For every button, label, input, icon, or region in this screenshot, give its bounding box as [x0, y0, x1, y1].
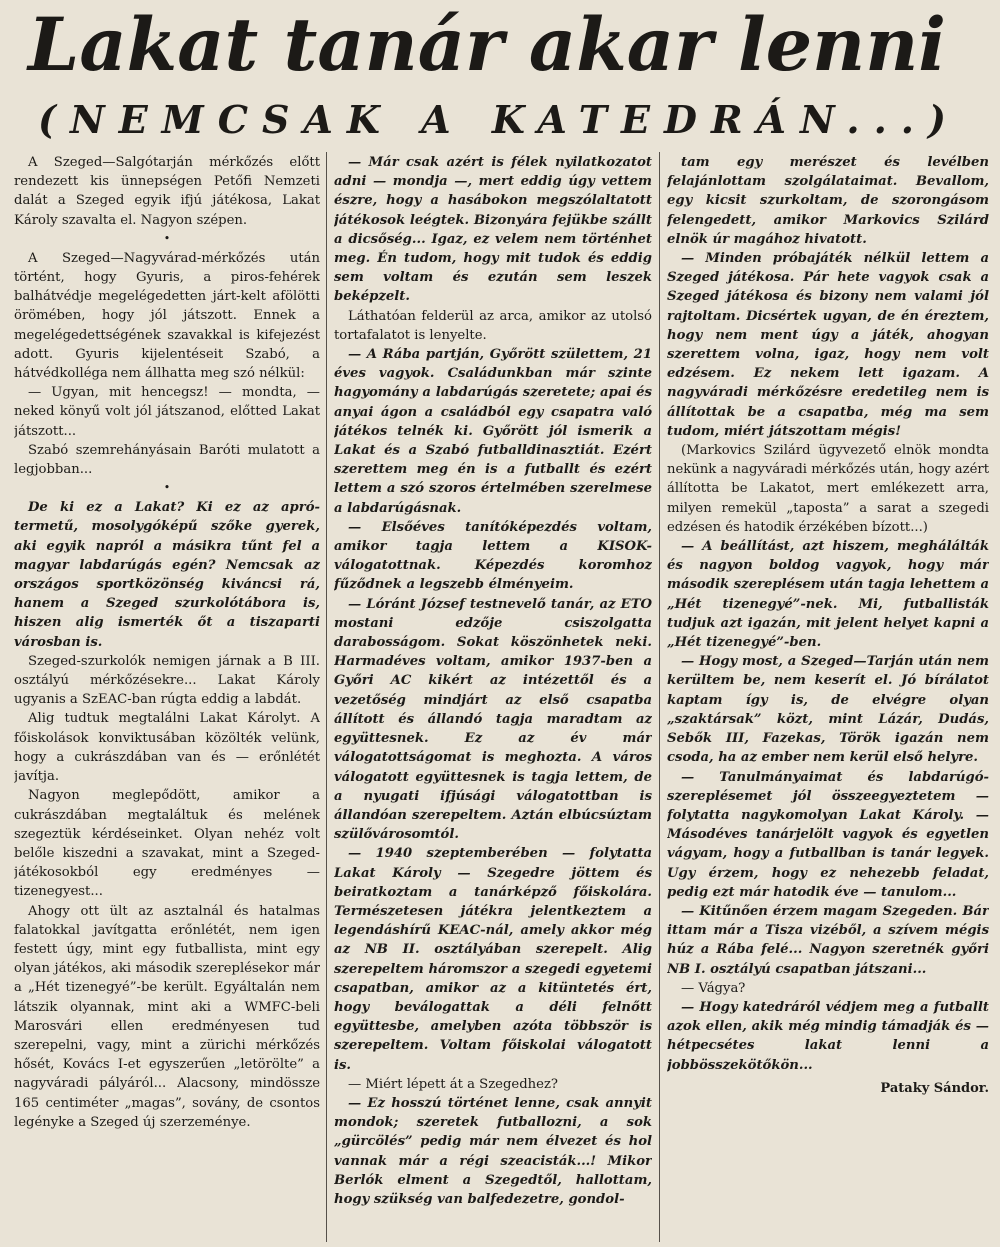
section-separator: • [163, 231, 171, 245]
article-paragraph: Szeged-szurkolók nemigen járnak a B III. osztályú mérkőzésekre... Lakat Károly ugyanis a SzEAC-ban rúgta eddig a labdát. [14, 653, 320, 708]
article-paragraph: — Már csak azért is félek nyilatkozatot adni — mondja —, mert eddig úgy vettem észre, hogy a hasábokon megszólaltatott játékosok leégtek. Bizonyára fejükbe szállt a dicsőség... Igaz, ez velem nem történhet meg. Én tudom, hogy mit tudok és eddig sem voltam és ezután sem leszek beképzelt. [334, 155, 652, 305]
article-paragraph: — Ez hosszú történet lenne, csak annyit mondok; szeretek futballozni, a sok „gürcölés” pedig már nem élvezet és hol vannak már a régi szeacisták...! Mikor Berlók elment a Szegedtől, hallottam, hogy szükség van balfedezetre, gondol- [334, 1095, 652, 1207]
article-paragraph: A Szeged—Nagyvárad-mérkőzés után történt, hogy Gyuris, a piros-fehérek balhátvédje megelégedetten járt-kelt afölötti örömében, hogy jól játszott. Ennek a megelégedettségének szavakkal is kifejezést adott. Gyuris kijelentéseit Szabó, a hátvédkolléga nem állhatta meg szó nélkül: [14, 250, 320, 382]
article-column-2 [334, 153, 652, 1233]
article-paragraph: Láthatóan felderül az arca, amikor az utolsó tortafalatot is lenyelte. [334, 308, 652, 343]
article-paragraph: — Hogy most, a Szeged—Tarján után nem kerültem be, nem keserít el. Jó bírálatot kaptam így is, de elvégre olyan „szaktársak” közt, mint Lázár, Dudás, Sebők III, Fazekas, Török igazán nem csoda, ha az ember nem kerül első helyre. [667, 654, 989, 766]
article-paragraph: — Kitűnően érzem magam Szegeden. Bár ittam már a Tisza vizéből, a szívem mégis húz a Rába felé... Nagyon szeretnék győri NB I. osztályú csapatban játszani... [667, 903, 989, 977]
article-subheadline: (NEMCSAK A KATEDRÁN...) [38, 97, 961, 142]
article-headline: Lakat tanár akar lenni [28, 2, 947, 88]
article-paragraph: — A Rába partján, Győrött születtem, 21 éves vagyok. Családunkban már szinte hagyomány a labdarúgás szeretete; apai és anyai ágon a családból egy csapatra való játékos telnék ki. Győrött jól ismerik a Lakat és a Szabó futballdinasztiát. Ezért szerettem meg én is a futballt és ezért lettem a szó szoros értelmében szerelmese a labdarúgásnak. [334, 347, 652, 516]
article-paragraph: — Lóránt József testnevelő tanár, az ETO mostani edzője csiszolgatta darabosságom. Sokat köszönhetek neki. Harmadéves voltam, amikor 1937-ben a Győri AC kikért az intézettől és a vezetőség mindjárt az első csapatba állított és állandó tagja maradtam az együttesnek. Ez az év már válogatottságomat is meghozta. A város válogatott együttesnek is tagja lettem, de a nyugati ifjúsági válogatottban is állandóan szerepeltem. Aztán elbúcsúztam szülővárosomtól. [334, 596, 652, 843]
article-paragraph: — Hogy katedráról védjem meg a futballt azok ellen, akik még mindig támadják és — hétpecsétes lakat lenni a jobbösszekötőkön... [667, 999, 989, 1073]
article-paragraph: — Elsőéves tanítóképezdés voltam, amikor tagja lettem a KISOK-válogatottnak. Képezdés koromhoz fűződnek a legszebb élményeim. [334, 519, 652, 593]
column-divider [659, 152, 660, 1242]
article-paragraph: — Minden próbajáték nélkül lettem a Szeged játékosa. Pár hete vagyok csak a Szeged játékosa és bizony nem valami jól rajtoltam. Dicsértek ugyan, de én éreztem, hogy nem ment úgy a játék, ahogyan szerettem volna, igaz, hogy nem volt edzésem. Ez nekem lett igazam. A nagyváradi mérkőzésre eredetileg nem is állítottak be a csapatba, még ma sem tudom, miért játszottam mégis! [667, 251, 989, 439]
article-paragraph: — A beállítást, azt hiszem, meghálálták és nagyon boldog vagyok, hogy már második szereplésem után tagja lehettem a „Hét tizenegyé”-nek. Mi, futballisták tudjuk azt igazán, mit jelent helyet kapni a „Hét tizenegyé”-ben. [667, 539, 989, 651]
article-column-3 [667, 153, 989, 1233]
article-paragraph: Ahogy ott ült az asztalnál és hatalmas falatokkal javítgatta erőnlétét, nem igen festett úgy, mint egy futballista, mint egy olyan játékos, aki második szereplésekor már a „Hét tizenegyé”-be került. Egyáltalán nem látszik olyannak, mint aki a WMFC-beli Marosvári ellen eredményesen tud szerepelni, vagy, mint a zürichi mérkőzés hősét, Kovács I-et egyszerűen „letörölte” a nagyváradi pályáról... Alacsony, mindössze 165 centiméter „magas”, sovány, de csontos legényke a Szeged új szerzeménye. [14, 903, 320, 1130]
article-paragraph: — Vágya? [681, 980, 746, 996]
column-3-body [667, 153, 989, 1075]
article-column-1 [14, 153, 320, 1233]
article-paragraph: — Ugyan, mit hencegsz! — mondta, — neked könyű volt jól játszanod, előtted Lakat játszott... [14, 385, 320, 439]
column-divider [326, 152, 327, 1242]
article-paragraph: Szabó szemrehányásain Baróti mulatott a legjobban... [14, 442, 320, 478]
article-paragraph: Nagyon meglepődött, amikor a cukrászdában megtaláltuk és melének szegeztük kérdéseinket. Olyan nehéz volt belőle kiszedni a szavakat, mint a Szeged-játékosokból egy eredményes — tizenegyest... [14, 788, 320, 900]
section-separator: • [163, 481, 171, 495]
article-paragraph: Alig tudtuk megtalálni Lakat Károlyt. A főiskolások konviktusában közölték velünk, hogy a cukrászdában van és — erőnlétét javítja. [14, 711, 320, 785]
article-paragraph: De ki ez a Lakat? Ki ez az apró-termetű, mosolygóképű szőke gyerek, aki egyik napról a másikra tűnt fel a magyar labdarúgás egén? Nemcsak az országos sportközönség kiváncsi rá, hanem a Szeged szurkolótábora is, hiszen alig ismerték őt a tiszaparti városban is. [14, 500, 320, 650]
article-paragraph: tam egy merészet és levélben felajánlottam szolgálataimat. Bevallom, egy kicsit szurkoltam, de szorongásom felengedett, amikor Markovics Szilárd elnök úr magához hivatott. [667, 155, 989, 247]
article-paragraph: (Markovics Szilárd ügyvezető elnök mondta nekünk a nagyváradi mérkőzés után, hogy azért állította be Lakatot, mert emlékezett arra, milyen remekül „taposta” a sarat a szegedi edzésen és hatodik érzékében bízott...) [667, 443, 989, 535]
article-paragraph: — 1940 szeptemberében — folytatta Lakat Károly — Szegedre jöttem és beiratkoztam a tanárképző főiskolára. Természetesen játékra jelentkeztem a legendáshírű KEAC-nál, amely akkor még az NB II. osztályában szerepelt. Alig szerepeltem háromszor a szegedi egyetemi csapatban, amikor az a kitüntetés ért, hogy beválogattak a déli felnőtt együttesbe, amelyben azóta többször is szerepeltem. Voltam főiskolai válogatott is. [334, 846, 652, 1073]
article-paragraph: — Miért lépett át a Szegedhez? [348, 1076, 558, 1092]
article-paragraph: A Szeged—Salgótarján mérkőzés előtt rendezett kis ünnepségen Petőfi Nemzeti dalát a Szeged egyik ifjú játékosa, Lakat Károly szavalta el. Nagyon szépen. [14, 155, 320, 228]
article-paragraph: — Tanulmányaimat és labdarúgó-szereplésemet jól összeegyeztetem — folytatta nagykomolyan Lakat Károly. — Másodéves tanárjelölt vagyok és egyetlen vágyam, hogy a futballban is tanár legyek. Ugy érzem, hogy ez nehezebb feladat, pedig ezt már hatodik éve — tanulom... [667, 769, 989, 900]
author-signature: Pataky Sándor. [880, 1080, 989, 1096]
